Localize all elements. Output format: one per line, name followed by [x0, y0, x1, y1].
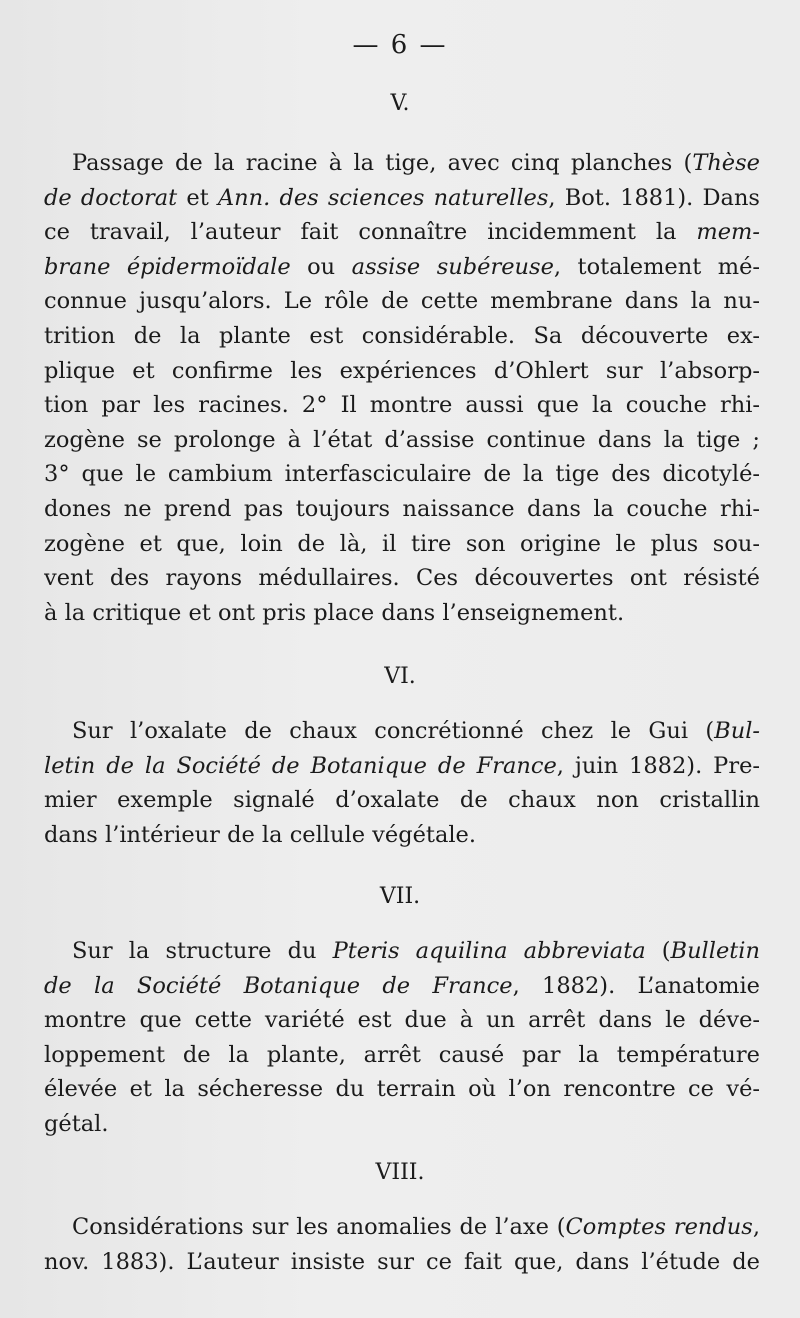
- text-line: de doctorat et Ann. des sciences naturelles, Bot. 1881). Dans: [44, 184, 760, 211]
- text-line: trition de la plante est considérable. Sa découverte ex-: [44, 322, 760, 349]
- text-line: élevée et la sécheresse du terrain où l’on rencontre ce vé-: [44, 1076, 760, 1103]
- italic-text: Bulletin: [670, 938, 760, 964]
- paragraph-vi: [44, 714, 760, 852]
- text-line: zogène et que, loin de là, il tire son origine le plus sou-: [44, 530, 760, 557]
- italic-text: Ann. des sciences naturelles: [217, 184, 549, 211]
- paragraph-viii: [44, 1210, 760, 1279]
- italic-text: letin de la Société de Botanique de France: [44, 752, 557, 779]
- paragraph-vii: [44, 934, 760, 1142]
- italic-text: Pteris aquilina abbreviata: [332, 938, 646, 964]
- section-heading-v: V.: [390, 91, 410, 116]
- text-line: vent des rayons médullaires. Ces découvertes ont résisté: [44, 565, 760, 592]
- text-line: à la critique et ont pris place dans l’enseignement.: [44, 599, 625, 626]
- text-line: montre que cette variété est due à un arrêt dans le déve-: [44, 1007, 760, 1034]
- italic-text: mem-: [696, 219, 760, 246]
- text-line: connue jusqu’alors. Le rôle de cette membrane dans la nu-: [44, 288, 760, 315]
- text-line: de la Société Botanique de France, 1882). L’anatomie: [44, 972, 760, 999]
- italic-text: de la Société Botanique de France: [44, 972, 513, 999]
- text-line: Sur la structure du Pteris aquilina abbreviata (Bulletin: [72, 938, 760, 964]
- section-heading-vi: VI.: [384, 664, 416, 689]
- text-line: loppement de la plante, arrêt causé par la température: [44, 1041, 760, 1068]
- italic-text: assise subéreuse: [351, 253, 554, 280]
- text-line: mier exemple signalé d’oxalate de chaux non cristallin: [44, 787, 760, 814]
- italic-text: Bul-: [714, 718, 760, 744]
- text-line: dans l’intérieur de la cellule végétale.: [44, 821, 477, 848]
- text-line: tion par les racines. 2° Il montre aussi que la couche rhi-: [44, 392, 760, 419]
- text-line: Considérations sur les anomalies de l’axe (Comptes rendus,: [72, 1214, 760, 1240]
- section-heading-viii: VIII.: [375, 1160, 425, 1185]
- text-line: ce travail, l’auteur fait connaître incidemment la mem-: [44, 219, 760, 246]
- text-line: dones ne prend pas toujours naissance dans la couche rhi-: [44, 495, 760, 522]
- text-line: Passage de la racine à la tige, avec cinq planches (Thèse: [72, 150, 760, 176]
- text-line: letin de la Société de Botanique de France, juin 1882). Pre-: [44, 752, 760, 779]
- section-heading-vii: VII.: [379, 884, 421, 909]
- text-line: brane épidermoïdale ou assise subéreuse, totalement mé-: [44, 253, 760, 280]
- text-line: zogène se prolonge à l’état d’assise continue dans la tige ;: [44, 426, 760, 453]
- italic-text: Thèse: [692, 150, 760, 176]
- paragraph-v: [44, 146, 760, 630]
- page-number: — 6 —: [352, 30, 448, 60]
- italic-text: Comptes rendus: [565, 1214, 753, 1240]
- text-line: 3° que le cambium interfasciculaire de la tige des dicotylé-: [44, 461, 760, 488]
- italic-text: de doctorat: [44, 184, 178, 211]
- italic-text: brane épidermoïdale: [44, 253, 291, 280]
- text-line: Sur l’oxalate de chaux concrétionné chez le Gui (Bul-: [72, 718, 760, 744]
- text-line: nov. 1883). L’auteur insiste sur ce fait que, dans l’étude de: [44, 1248, 760, 1275]
- text-line: gétal.: [44, 1110, 109, 1137]
- text-line: plique et confirme les expériences d’Ohlert sur l’absorp-: [44, 357, 760, 384]
